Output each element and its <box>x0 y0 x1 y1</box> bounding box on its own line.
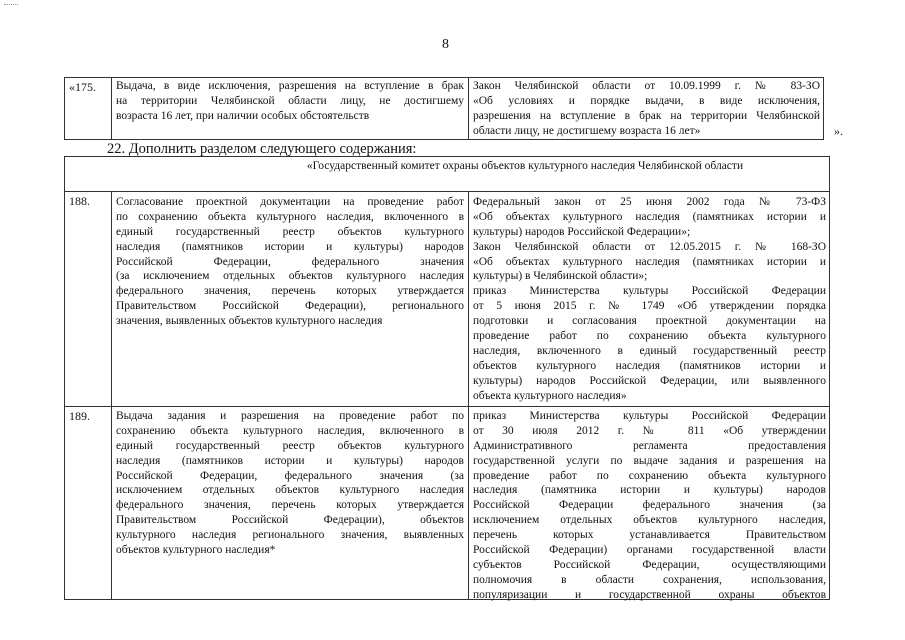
text-line: федерального значения, перечень которых утверждается <box>116 285 464 298</box>
row-175-service <box>112 78 468 124</box>
text-line: разрешения на вступление в брак на территории Челябинской <box>473 109 820 122</box>
text-line: культурного наследия регионального значения, выявленных <box>116 529 464 542</box>
text-line: от 5 июня 2015 г. № 1749 «Об утверждении порядка <box>473 300 826 313</box>
text-line: полномочия в области сохранения, использования, <box>473 573 826 586</box>
text-line: объекта культурного наследия» <box>473 389 627 402</box>
row-188-number: 188. <box>69 194 90 208</box>
table-row-175 <box>64 77 824 140</box>
text-line: Закон Челябинской области от 10.09.1999 г. № 83-ЗО <box>473 80 820 92</box>
text-line: приказ Министерства культуры Российской Федерации <box>473 285 826 298</box>
row-175-number: «175. <box>69 80 96 94</box>
text-line: популяризации и государственной охраны объектов <box>473 588 826 601</box>
text-line: культуры) в Челябинской области»; <box>473 270 648 283</box>
text-line: сохранению объекта культурного наследия, включенного в <box>116 424 464 437</box>
text-line: Согласование проектной документации на проведение работ <box>116 196 464 208</box>
section-heading: 22. Дополнить разделом следующего содержания: <box>107 141 417 157</box>
text-line: наследия (памятников истории и культуры) народов <box>116 454 464 467</box>
text-line: Российской Федерации федерального значения (за <box>473 499 826 512</box>
text-line: Административного регламента предоставления <box>473 439 826 452</box>
text-line: подготовки и согласования проектной документации на <box>473 315 826 328</box>
text-line: объектов культурного наследия* <box>116 544 276 557</box>
text-line: единый государственный реестр объектов культурного <box>116 225 464 238</box>
text-line: области лицу, не достигшему возраста 16 лет» <box>473 124 701 137</box>
text-line: наследия, включенного в единый государственный реестр <box>473 344 826 357</box>
text-line: значения, выявленных объектов культурного наследия <box>116 315 383 328</box>
text-line: субъектов Российской Федерации, осуществляющими <box>473 558 826 571</box>
text-line: федерального значения, перечень которых утверждается <box>116 499 464 512</box>
text-line: «Об объектах культурного наследия (памятниках истории и <box>473 210 826 223</box>
text-line: культуры) народов Российской Федерации, или выявленного <box>473 374 826 387</box>
text-line: Закон Челябинской области от 12.05.2015 г. № 168-ЗО <box>473 240 826 253</box>
text-line: (за исключением отдельных объектов культурного наследия <box>116 270 464 283</box>
text-line: на территории Челябинской области лицу, не достигшему <box>116 94 464 107</box>
row-188-service <box>112 194 468 329</box>
text-line: Российской Федерации) органами государственной власти <box>473 544 826 557</box>
row-175-legal-basis <box>469 78 824 139</box>
committee-table <box>64 156 830 600</box>
text-line: объектов культурного наследия (памятников истории и <box>473 359 826 372</box>
text-line: Российской Федерации, федерального значения <box>116 255 464 268</box>
text-line: Российской Федерации, федерального значения (за <box>116 469 464 482</box>
text-line: исключением отдельных объектов культурного наследия <box>116 484 464 497</box>
row-188-legal-basis <box>469 194 830 403</box>
text-line: Выдача задания и разрешения на проведение работ по <box>116 410 464 422</box>
text-line: от 30 июля 2012 г. № 811 «Об утверждении <box>473 424 826 437</box>
text-line: возраста 16 лет, при наличии особых обстоятельств <box>116 109 370 122</box>
text-line: культуры) народов Российской Федерации»; <box>473 225 691 238</box>
text-line: государственной услуги по выдаче задания и разрешения на <box>473 454 826 467</box>
text-line: проведение работ по сохранению объекта культурного <box>473 330 826 343</box>
text-line: наследия (памятника истории и культуры) народов <box>473 484 826 497</box>
closing-quote: ». <box>834 124 843 138</box>
text-line: Правительством Российской Федерации), объектов <box>116 514 464 527</box>
committee-title: «Государственный комитет охраны объектов культурного наследия Челябинской области <box>306 160 744 172</box>
text-line: приказ Министерства культуры Российской Федерации <box>473 410 826 422</box>
page-number: 8 <box>442 37 449 52</box>
text-line: проведение работ по сохранению объекта культурного <box>473 469 826 482</box>
row-189-legal-basis <box>469 408 830 603</box>
row-189-service <box>112 408 468 558</box>
scan-artifact <box>4 4 18 10</box>
text-line: Выдача, в виде исключения, разрешения на вступление в брак <box>116 80 464 92</box>
text-line: «Об объектах культурного наследия (памятниках истории и <box>473 255 826 268</box>
text-line: по сохранению объекта культурного наследия, включенного в <box>116 210 464 223</box>
text-line: «Об условиях и порядке выдачи, в виде исключения, <box>473 94 820 107</box>
text-line: единый государственный реестр объектов культурного <box>116 439 464 452</box>
row-189-number: 189. <box>69 409 90 423</box>
text-line: перечень которых устанавливается Правительством <box>473 529 826 542</box>
text-line: исключением отдельных объектов культурного наследия, <box>473 514 826 527</box>
text-line: наследия (памятников истории и культуры) народов <box>116 240 464 253</box>
text-line: Федеральный закон от 25 июня 2002 года № 73-ФЗ <box>473 196 826 208</box>
text-line: Правительством Российской Федерации), регионального <box>116 300 464 313</box>
